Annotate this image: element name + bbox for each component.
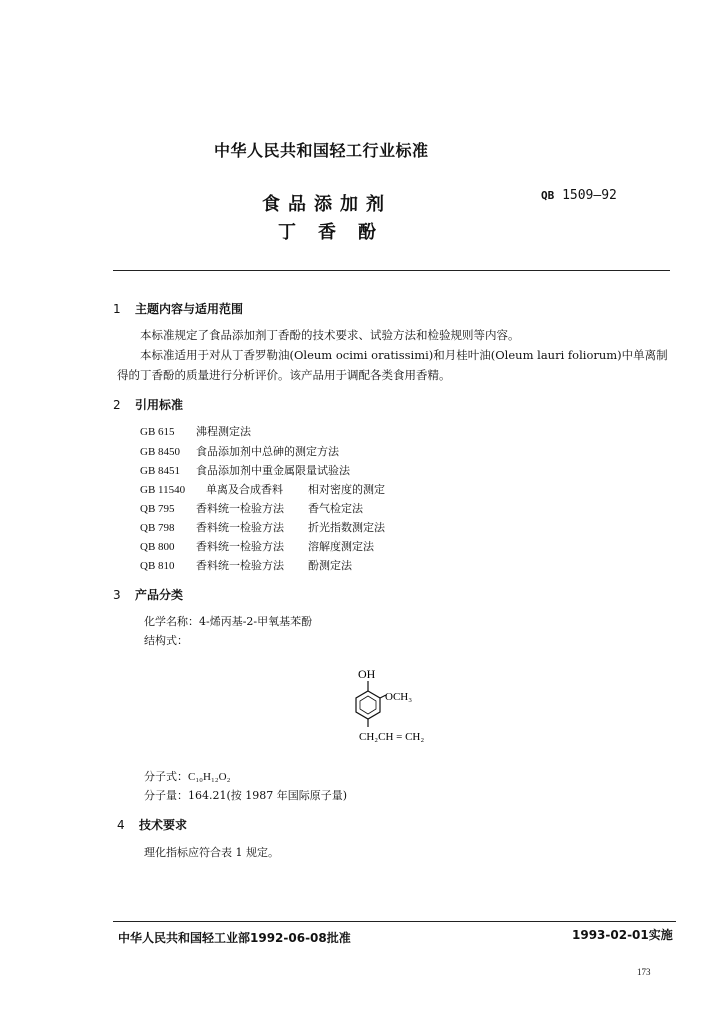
- reference-code: GB 615: [140, 426, 175, 438]
- reference-method: 香气检定法: [308, 502, 363, 515]
- allyl-group-label: CH₂CH = CH₂: [359, 731, 425, 743]
- section-title: 主题内容与适用范围: [135, 302, 244, 316]
- section-number: 3: [113, 588, 121, 602]
- reference-title: 香料统一检验方法: [196, 502, 284, 515]
- section-1-paragraph-2-line-1: 本标准适用于对从丁香罗勒油(Oleum ocimi oratissimi)和月桂叶油(Oleum lauri foliorum)中单离制: [140, 348, 668, 362]
- reference-row: [140, 481, 385, 497]
- section-4-paragraph-1: 理化指标应符合表 1 规定。: [144, 846, 279, 859]
- footer-divider: [113, 921, 676, 922]
- structure-label: 结构式：: [144, 634, 188, 647]
- reference-method: 相对密度的测定: [308, 483, 385, 496]
- standard-code-number: 1509—92: [562, 188, 617, 203]
- section-number: 1: [113, 302, 121, 316]
- header-divider: [113, 270, 670, 271]
- reference-method: 酚测定法: [308, 559, 352, 572]
- reference-code: GB 11540: [140, 484, 186, 496]
- reference-code: QB 798: [140, 522, 175, 534]
- section-number: 2: [113, 398, 121, 412]
- formula-value: C₁₀H₁₂O₂: [188, 771, 231, 783]
- section-3-heading: [113, 586, 183, 603]
- reference-title: 沸程测定法: [196, 425, 251, 438]
- reference-code: GB 8451: [140, 465, 181, 477]
- formula-label: 分子式：: [144, 770, 188, 783]
- document-title-line2: 丁香酚: [278, 222, 398, 243]
- document-title-line1: 食品添加剂: [262, 194, 392, 215]
- standard-code: [541, 188, 617, 203]
- reference-title: 香料统一检验方法: [196, 521, 284, 534]
- reference-row: [140, 538, 374, 554]
- reference-title: 食品添加剂中重金属限量试验法: [196, 464, 350, 477]
- section-1-paragraph-2-line-2: 得的丁香酚的质量进行分析评价。该产品用于调配各类食用香精。: [117, 368, 451, 382]
- reference-title: 食品添加剂中总砷的测定方法: [196, 445, 339, 458]
- methoxy-group-label: OCH₃: [385, 691, 413, 703]
- section-4-heading: [117, 816, 187, 833]
- reference-title: 香料统一检验方法: [196, 559, 284, 572]
- reference-row: [140, 443, 339, 459]
- molecular-formula: [144, 768, 230, 784]
- reference-title: 香料统一检验方法: [196, 540, 284, 553]
- issuing-organization: 中华人民共和国轻工行业标准: [214, 141, 429, 160]
- structural-formula-diagram: [340, 660, 460, 746]
- reference-code: QB 810: [140, 560, 175, 572]
- standard-code-prefix: QB: [541, 189, 555, 202]
- reference-row: [140, 423, 251, 439]
- reference-code: GB 8450: [140, 446, 181, 458]
- benzene-ring-inner: [360, 696, 376, 714]
- section-title: 引用标准: [135, 398, 184, 412]
- chemical-name: 化学名称：4-烯丙基-2-甲氧基苯酚: [144, 615, 313, 628]
- section-1-heading: [113, 300, 243, 317]
- reference-row: [140, 557, 352, 573]
- reference-method: 溶解度测定法: [308, 540, 374, 553]
- section-2-heading: [113, 396, 183, 413]
- approval-info: 中华人民共和国轻工业部1992-06-08批准: [118, 931, 351, 945]
- reference-code: QB 800: [140, 541, 175, 553]
- section-title: 产品分类: [135, 588, 184, 602]
- reference-method: 折光指数测定法: [308, 521, 385, 534]
- reference-row: [140, 500, 363, 516]
- reference-title: 单离及合成香料: [206, 483, 283, 496]
- section-number: 4: [117, 818, 125, 832]
- reference-row: [140, 462, 350, 478]
- implementation-date: 1993-02-01实施: [572, 928, 673, 942]
- page-number: 173: [637, 967, 651, 977]
- hydroxyl-group-label: OH: [358, 667, 376, 681]
- reference-row: [140, 519, 385, 535]
- reference-code: QB 795: [140, 503, 175, 515]
- molecular-weight: 分子量：164.21(按 1987 年国际原子量): [144, 789, 348, 802]
- section-title: 技术要求: [139, 818, 188, 832]
- section-1-paragraph-1: 本标准规定了食品添加剂丁香酚的技术要求、试验方法和检验规则等内容。: [140, 328, 520, 342]
